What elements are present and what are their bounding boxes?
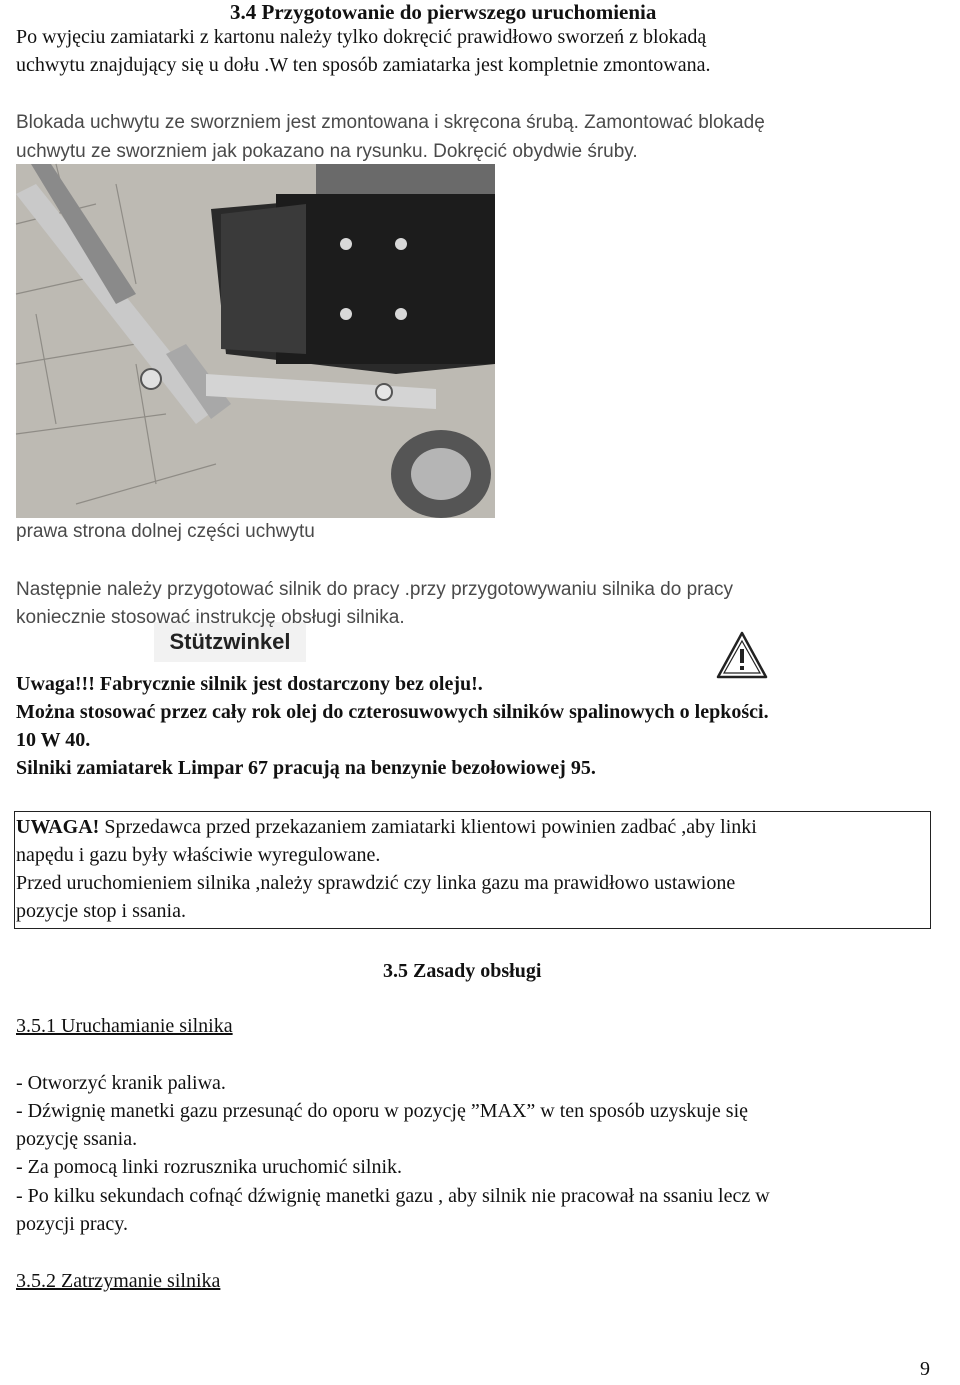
warning-line-3: 10 W 40.: [16, 729, 91, 751]
notice-label: UWAGA!: [16, 816, 100, 838]
intro-line-2: uchwytu znajdujący się u dołu .W ten sposób zamiatarka jest kompletnie zmontowana.: [16, 54, 711, 76]
step-line: - Za pomocą linki rozrusznika uruchomić silnik.: [16, 1156, 403, 1178]
photo-caption: prawa strona dolnej części uchwytu: [16, 521, 315, 542]
prep-line-2: koniecznie stosować instrukcję obsługi silnika.: [16, 607, 405, 628]
notice-line-1: [16, 813, 757, 841]
notice-line-4: pozycje stop i ssania.: [16, 900, 186, 922]
warning-line-1: Uwaga!!! Fabrycznie silnik jest dostarczony bez oleju!.: [16, 673, 483, 695]
warning-triangle-icon: [716, 631, 768, 679]
section-heading-3-4: 3.4 Przygotowanie do pierwszego uruchomienia: [230, 0, 657, 24]
blokada-line-1: Blokada uchwytu ze sworzniem jest zmontowana i skręcona śrubą. Zamontować blokadę: [16, 112, 765, 133]
notice-line-2: napędu i gazu były właściwie wyregulowane.: [16, 844, 381, 866]
notice-line-3: Przed uruchomieniem silnika ,należy sprawdzić czy linka gazu ma prawidłowo ustawione: [16, 872, 736, 894]
section-heading-3-5: 3.5 Zasady obsługi: [383, 960, 542, 982]
step-line: pozycji pracy.: [16, 1213, 128, 1235]
prep-line-1: Następnie należy przygotować silnik do pracy .przy przygotowywaniu silnika do pracy: [16, 579, 734, 600]
step-line: pozycję ssania.: [16, 1128, 138, 1150]
subsection-heading-3-5-2: 3.5.2 Zatrzymanie silnika: [16, 1270, 221, 1292]
warning-line-2: Można stosować przez cały rok olej do czterosuwowych silników spalinowych o lepkości.: [16, 701, 769, 723]
step-line: - Dźwignię manetki gazu przesunąć do oporu w pozycję ”MAX” w ten sposób uzyskuje się: [16, 1100, 749, 1122]
notice-line-1-text: Sprzedawca przed przekazaniem zamiatarki klientowi powinien zadbać ,aby linki: [99, 816, 757, 838]
step-line: - Otworzyć kranik paliwa.: [16, 1072, 226, 1094]
photo-label-stuetzwinkel: Stützwinkel: [154, 622, 306, 662]
subsection-heading-3-5-1: 3.5.1 Uruchamianie silnika: [16, 1015, 233, 1037]
intro-line-1: Po wyjęciu zamiatarki z kartonu należy tylko dokręcić prawidłowo sworzeń z blokadą: [16, 26, 707, 48]
warning-line-4: Silniki zamiatarek Limpar 67 pracują na benzynie bezołowiowej 95.: [16, 757, 596, 779]
blokada-line-2: uchwytu ze sworzniem jak pokazano na rysunku. Dokręcić obydwie śruby.: [16, 141, 638, 162]
page-number: 9: [920, 1358, 930, 1380]
step-line: - Po kilku sekundach cofnąć dźwignię manetki gazu , aby silnik nie pracował na ssaniu lecz w: [16, 1185, 770, 1207]
